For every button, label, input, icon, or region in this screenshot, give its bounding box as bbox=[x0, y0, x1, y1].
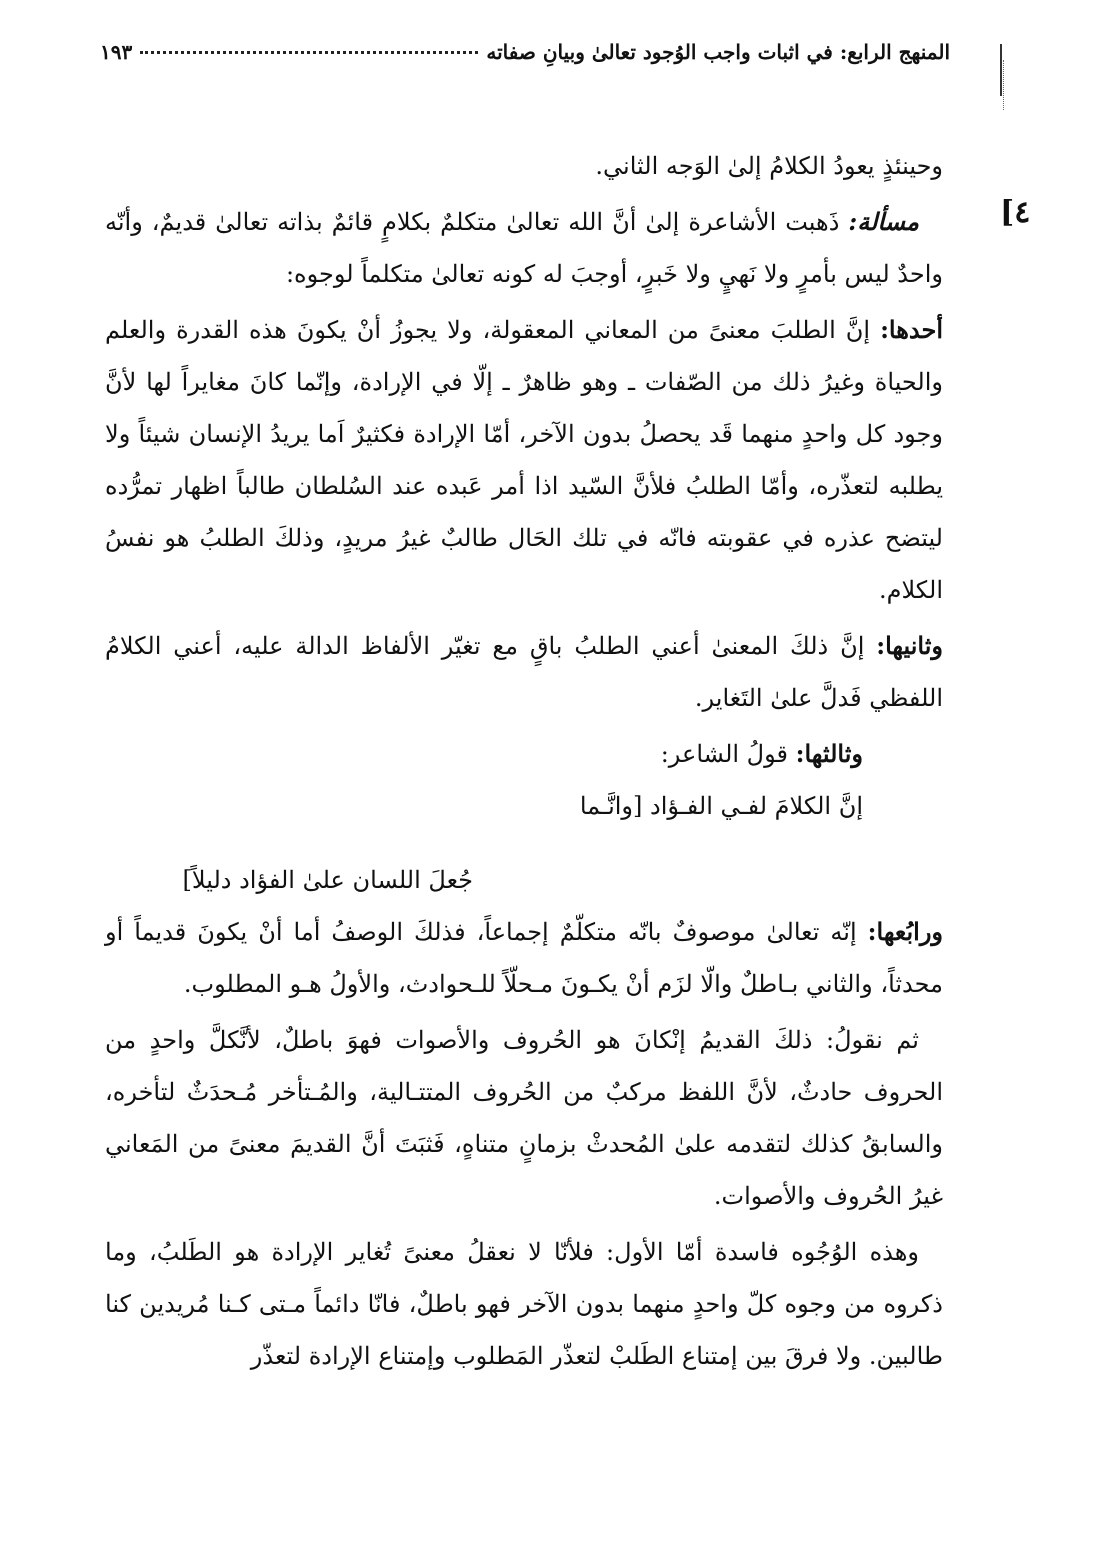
paragraph-label: أحدها: bbox=[880, 315, 943, 344]
body-text bbox=[105, 140, 943, 1382]
paragraph-second-argument bbox=[105, 620, 943, 724]
running-header bbox=[100, 40, 950, 64]
paragraph-refutation bbox=[105, 1226, 943, 1382]
paragraph-text: إنَّ الطلبَ معنىً من المعاني المعقولة، ولا يجوزُ أنْ يكونَ هذه القدرة والعلم والحياة وغيرُ ذلك من الصّفات ـ وهو ظاهرٌ ـ إلّا في الإرادة، وإنّما كانَ مغايراً لها لأنَّ وجود كل واحدٍ منهما قَد يحصلُ بدون الآخر، أمّا الإرادة فكثيرٌ اَما يريدُ الإنسان شيئاً ولا يطلبه لتعذّره، وأمّا الطلبُ فلأنَّ السّيد اذا أمر عَبده عند السُلطان طالباً اظهار تمرُّده ليتضح عذره في عقوبته فانّه في تلك الحَال طالبٌ غيرُ مريدٍ، وذلكَ الطلبُ هو نفسُ الكلام. bbox=[105, 316, 943, 604]
paragraph-label: وثانيها: bbox=[876, 631, 943, 660]
paragraph-label: مسألة: bbox=[848, 207, 919, 236]
paragraph-text: إنّه تعالىٰ موصوفٌ بانّه متكلّمٌ إجماعاً، فذلكَ الوصفُ أما أنْ يكونَ قديماً أو محدثاً، والثاني بـاطلٌ والّا لزَم أنْ يكـونَ مـحلّاً للـحوادث، والأولُ هـو المطلوب. bbox=[105, 918, 943, 998]
verse-line-2: جُعلَ اللسان علىٰ الفؤاد دليلاً] bbox=[182, 866, 473, 894]
header-title: المنهج الرابع: في اثبات واجب الوُجود تعالىٰ وبيانِ صفاته bbox=[486, 40, 950, 64]
margin-rule bbox=[1000, 44, 1002, 96]
paragraph-first-argument bbox=[105, 304, 943, 616]
paragraph-third-argument bbox=[105, 728, 943, 780]
margin-page-marker: [٤ bbox=[1000, 195, 1031, 230]
paragraph-fourth-argument bbox=[105, 906, 943, 1010]
paragraph-1-text: وحينئذٍ يعودُ الكلامُ إلىٰ الوَجه الثاني. bbox=[595, 152, 943, 180]
paragraph-label: وثالثها: bbox=[795, 739, 863, 768]
paragraph-1 bbox=[105, 140, 943, 192]
paragraph-text: ثم نقولُ: ذلكَ القديمُ إنْكانَ هو الحُروف والأصوات فهوَ باطلٌ، لأنَّكلَّ واحدٍ من الحروف حادثٌ، لأنَّ اللفظ مركبٌ من الحُروف المتتـالية، والمُـتأخر مُـحدَثٌ لتأخره، والسابقُ كذلك لتقدمه علىٰ المُحدثْ بزمانٍ متناهٍ، فَثبَتَ أنَّ القديمَ معنىً من المَعاني غيرُ الحُروف والأصوات. bbox=[105, 1026, 943, 1210]
verse-line-1: إنَّ الكلامَ لفـي الفـؤاد [وانَّـما bbox=[579, 792, 863, 820]
paragraph-text: وهذه الوُجُوه فاسدة أمّا الأول: فلأنّا لا نعقلُ معنىً تُغاير الإرادة هو الطَلبُ، وما ذكروه من وجوه كلّ واحدٍ منهما بدون الآخر فهو باطلٌ، فانّا دائماً مـتى كـنا مُريدين كنا طالبين. ولا فرقَ بين إمتناع الطَلبْ لتعذّر المَطلوب وإمتناع الإرادة لتعذّر bbox=[105, 1238, 943, 1370]
paragraph-label: ورابُعها: bbox=[867, 917, 943, 946]
paragraph-then-we-say bbox=[105, 1014, 943, 1222]
paragraph-mas-ala bbox=[105, 196, 943, 300]
page-number: ١٩٣ bbox=[100, 40, 133, 64]
paragraph-text: ذَهبت الأشاعرة إلىٰ أنَّ الله تعالىٰ متكلمٌ بكلامٍ قائمٌ بذاته تعالىٰ قديمٌ، وأنّه واحدٌ ليس بأمرٍ ولا نَهيٍ ولا خَبرٍ، أوجبَ له كونه تعالىٰ متكلماً لوجوه: bbox=[105, 208, 943, 288]
margin-dotted-rule bbox=[1003, 60, 1005, 110]
dot-leader bbox=[140, 51, 478, 54]
paragraph-text: إنَّ ذلكَ المعنىٰ أعني الطلبُ باقٍ مع تغيّر الألفاظ الدالة عليه، أعني الكلامُ اللفظي فَدلَّ علىٰ التَغاير. bbox=[105, 632, 943, 712]
paragraph-text: قولُ الشاعر: bbox=[660, 740, 796, 768]
